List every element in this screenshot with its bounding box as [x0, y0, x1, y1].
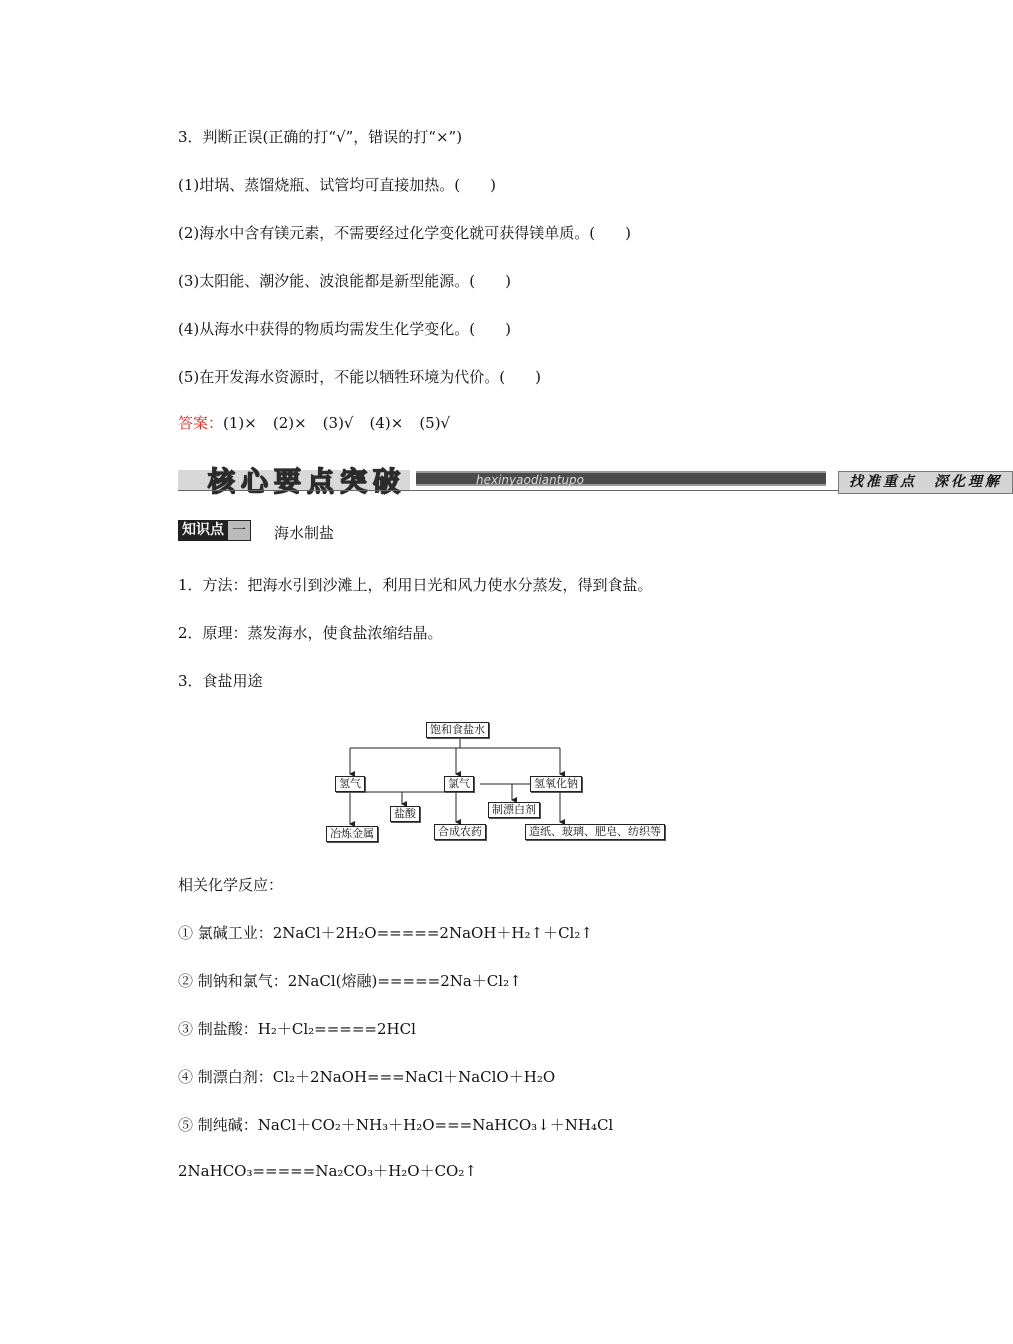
salt-uses-diagram: [320, 718, 670, 848]
reaction-chlor-alkali: ① 氯碱工业：2NaCl＋2H₂O=====2NaOH＋H₂↑＋Cl₂↑: [178, 924, 593, 942]
knowledge-point-tag: [178, 520, 251, 541]
reactions-heading: 相关化学反应：: [178, 876, 284, 894]
knowledge-point-title: 海水制盐: [274, 524, 335, 542]
banner-divider: [178, 490, 838, 491]
diagram-node-brine: 饱和食盐水: [426, 722, 489, 738]
reaction-sodium-chlorine: ② 制钠和氯气：2NaCl(熔融)=====2Na＋Cl₂↑: [178, 972, 522, 990]
point-uses: 3．食盐用途: [178, 672, 263, 690]
reaction-bleach: ④ 制漂白剂：Cl₂＋2NaOH===NaCl＋NaClO＋H₂O: [178, 1068, 556, 1086]
answer-list: [223, 414, 466, 432]
answer-3: (3)√: [322, 414, 354, 432]
banner-title: 核心要点突破: [208, 467, 406, 498]
question-item-5: (5)在开发海水资源时，不能以牺牲环境为代价。( ): [178, 368, 541, 386]
question-item-2: (2)海水中含有镁元素，不需要经过化学变化就可获得镁单质。( ): [178, 224, 631, 242]
answer-1: (1)×: [223, 414, 257, 432]
answer-2: (2)×: [272, 414, 307, 432]
question-item-1: (1)坩埚、蒸馏烧瓶、试管均可直接加热。( ): [178, 176, 496, 194]
banner-subtitle: 找准重点 深化理解: [838, 471, 1013, 494]
reaction-hydrochloric-acid: ③ 制盐酸：H₂＋Cl₂=====2HCl: [178, 1020, 416, 1038]
diagram-node-chlorine: 氯气: [444, 776, 474, 792]
question-heading: 3．判断正误(正确的打“√”，错误的打“×”): [178, 128, 463, 146]
reaction-soda-ash-2: 2NaHCO₃=====Na₂CO₃＋H₂O＋CO₂↑: [178, 1162, 477, 1180]
question-item-3: (3)太阳能、潮汐能、波浪能都是新型能源。( ): [178, 272, 511, 290]
section-banner: [178, 462, 1002, 498]
answer-line: [178, 412, 466, 433]
diagram-node-bleach: 制漂白剂: [488, 802, 540, 818]
diagram-node-hcl: 盐酸: [390, 806, 420, 822]
question-item-4: (4)从海水中获得的物质均需发生化学变化。( ): [178, 320, 511, 338]
banner-pinyin: hexinyaodiantupo: [416, 471, 826, 486]
answer-label: 答案：: [178, 414, 224, 432]
point-principle: 2．原理：蒸发海水，使食盐浓缩结晶。: [178, 624, 443, 642]
diagram-node-metal: 冶炼金属: [326, 826, 378, 842]
diagram-node-pesticide: 合成农药: [434, 824, 486, 840]
diagram-node-industry: 造纸、玻璃、肥皂、纺织等: [525, 824, 665, 840]
reaction-soda-ash-1: ⑤ 制纯碱：NaCl＋CO₂＋NH₃＋H₂O===NaHCO₃↓＋NH₄Cl: [178, 1116, 614, 1134]
diagram-node-naoh: 氢氧化钠: [530, 776, 582, 792]
diagram-node-hydrogen: 氢气: [335, 776, 365, 792]
point-method: 1．方法：把海水引到沙滩上，利用日光和风力使水分蒸发，得到食盐。: [178, 576, 653, 594]
knowledge-point-number: 一: [228, 520, 251, 541]
answer-5: (5)√: [419, 414, 451, 432]
answer-4: (4)×: [369, 414, 404, 432]
knowledge-point-label: 知识点: [178, 520, 228, 541]
